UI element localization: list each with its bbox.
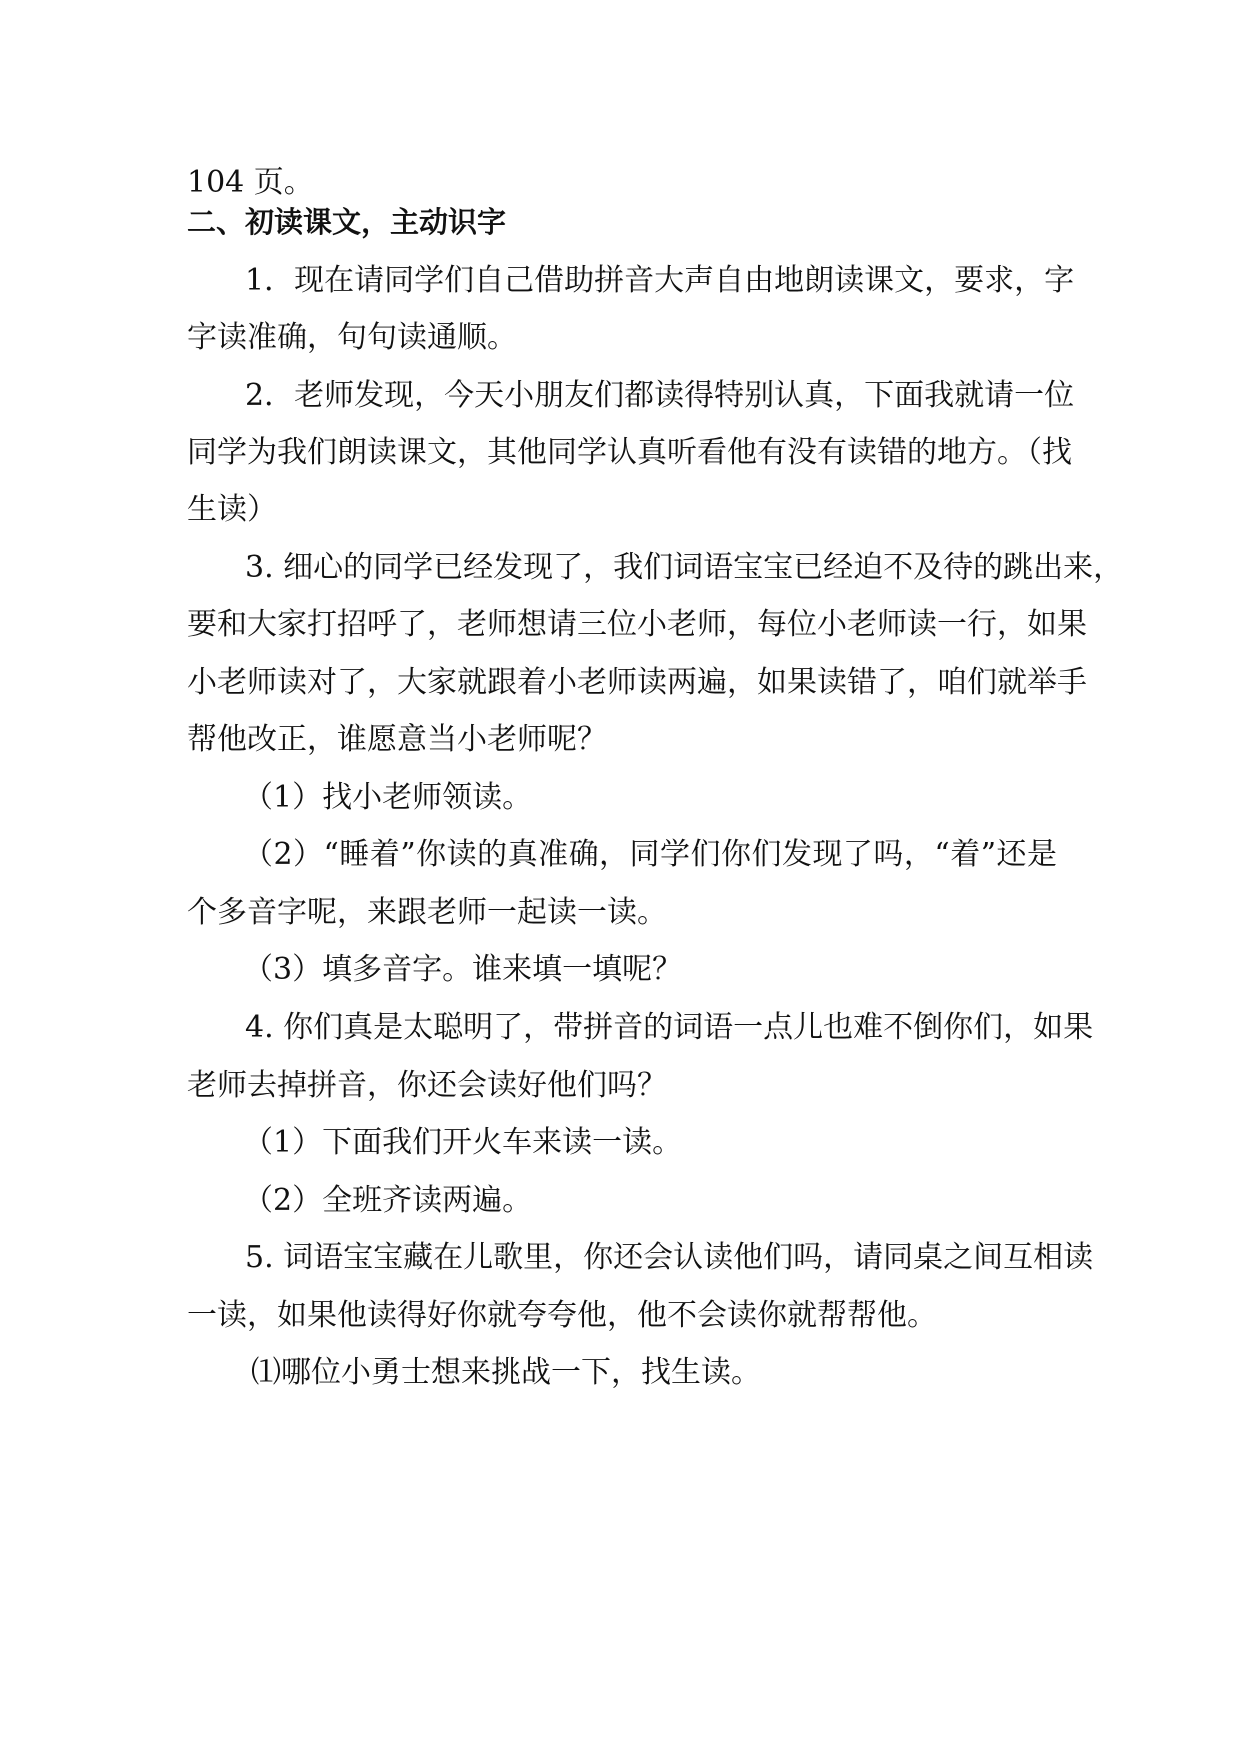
sub-item-1: （1）找小老师领读。 [243, 780, 533, 815]
paragraph-3-line-2: 要和大家打招呼了，老师想请三位小老师，每位小老师读一行，如果 [187, 607, 1087, 642]
page-ref-text: 104 页。 [187, 165, 314, 200]
sub-item-3: （3）填多音字。谁来填一填呢？ [243, 952, 683, 987]
sub-item-5-1: ⑴哪位小勇士想来挑战一下，找生读。 [251, 1355, 761, 1390]
paragraph-3-line-1: 3. 细心的同学已经发现了，我们词语宝宝已经迫不及待的跳出来， [245, 550, 1124, 585]
paragraph-1-line-2: 字读准确，句句读通顺。 [187, 320, 517, 355]
paragraph-4-line-2: 老师去掉拼音，你还会读好他们吗？ [187, 1068, 667, 1103]
paragraph-3-line-3: 小老师读对了，大家就跟着小老师读两遍，如果读错了，咱们就举手 [187, 665, 1087, 700]
paragraph-2-line-1: 2．老师发现，今天小朋友们都读得特别认真，下面我就请一位 [245, 378, 1075, 413]
paragraph-3-line-4: 帮他改正，谁愿意当小老师呢？ [187, 722, 607, 757]
sub-item-2-line-1: （2）“睡着”你读的真准确，同学们你们发现了吗，“着”还是 [243, 837, 1057, 872]
sub-item-2-line-2: 个多音字呢，来跟老师一起读一读。 [187, 895, 667, 930]
section-heading: 二、初读课文，主动识字 [187, 205, 507, 239]
paragraph-5-line-2: 一读，如果他读得好你就夸夸他，他不会读你就帮帮他。 [187, 1298, 937, 1333]
paragraph-5-line-1: 5. 词语宝宝藏在儿歌里，你还会认读他们吗，请同桌之间互相读 [245, 1240, 1094, 1275]
paragraph-1-line-1: 1．现在请同学们自己借助拼音大声自由地朗读课文，要求，字 [245, 263, 1075, 298]
paragraph-2-line-3: 生读） [187, 492, 277, 527]
sub-item-4-1: （1）下面我们开火车来读一读。 [243, 1125, 683, 1160]
paragraph-2-line-2: 同学为我们朗读课文，其他同学认真听看他有没有读错的地方。（找 [187, 435, 1072, 470]
paragraph-4-line-1: 4. 你们真是太聪明了，带拼音的词语一点儿也难不倒你们，如果 [245, 1010, 1094, 1045]
sub-item-4-2: （2）全班齐读两遍。 [243, 1183, 533, 1218]
